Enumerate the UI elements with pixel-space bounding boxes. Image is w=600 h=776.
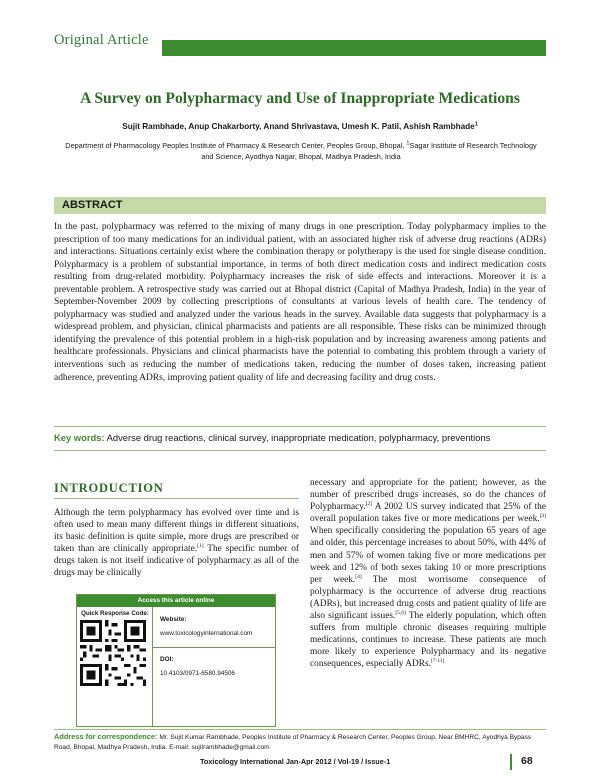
author-list bbox=[0, 122, 600, 131]
affiliation bbox=[60, 141, 542, 162]
abstract-heading-band bbox=[54, 197, 546, 214]
intro-col2-text-b: A 2002 US survey indicated that 25% of the overall population takes five or more medications per week. bbox=[310, 502, 546, 525]
introduction-column-1 bbox=[54, 507, 299, 580]
introduction-column-2 bbox=[310, 477, 546, 671]
citation-ref: [2] bbox=[365, 501, 373, 508]
correspondence bbox=[54, 732, 546, 753]
keywords-label: Key words: bbox=[54, 432, 105, 443]
citation-ref: [7-11] bbox=[430, 658, 445, 665]
abstract-heading: ABSTRACT bbox=[62, 199, 123, 211]
intro-col1-text-b: The specific number of drugs taken is not itself indicative of polypharmacy as all of the drugs may be clinically bbox=[54, 544, 299, 579]
citation-ref: [4] bbox=[355, 573, 362, 580]
affiliation-secondary: Sagar Institute of Research Technology and Science, Ayodhya Nagar, Bhopal, Madhya Pradesh, India bbox=[201, 141, 537, 161]
citation-ref: [3] bbox=[539, 513, 546, 520]
intro-col2-text-c: When specifically considering the population 65 years of age and older, this percentage increases to about 50%, with 44% of men and 57% of women taking five or more medications per week and 12% of both sexes taking 10 or more prescriptions per week. bbox=[310, 526, 546, 585]
intro-col1-text-a: Although the term polypharmacy has evolved over time and is often used to mean many different things in different situations, its basic definition is quite simple, more drugs are prescribed or taken than are clinically appropriate. bbox=[54, 508, 299, 555]
introduction-heading: INTRODUCTION bbox=[54, 481, 164, 495]
abstract-body: In the past, polypharmacy was referred to the mixing of many drugs in one prescription. Today polypharmacy implies to the prescription of too many medications for an individual patient, with an associated higher risk of adverse drug reactions (ADRs) and interactions. Situations certainly exist where the combination therapy or polytherapy is the used for single disease condition. Polypharmacy is a problem of substantial importance, in terms of both direct medication costs and indirect medication costs resulting from drug-related morbidity. Polypharmacy increases the risk of side effects and interactions. Moreover it is a preventable problem. A retrospective study was carried out at Bhopal district (Capital of Madhya Pradesh, India) in the year of September-November 2009 by collecting prescriptions of consultants at various levels of health care. The tendency of polypharmacy was studied and analyzed under the various heads in the survey. Available data suggests that polypharmacy is a widespread problem, and physician, clinical pharmacists and patients are all responsible. These risks can be minimized through identifying the prevalence of this potential problem in a high-risk population and by increasing awareness among patients and healthcare professionals. Physicians and clinical pharmacists have the potential to combating this problem through a variety of interventions such as reducing the number of medications taken, reducing the number of doses taken, increasing patient adherence, preventing ADRs, improving patient quality of life and decreasing facility and drug costs. bbox=[54, 222, 546, 383]
author-names: Sujit Rambhade, Anup Chakarborty, Anand Shrivastava, Umesh K. Patil, Ashish Rambhade bbox=[122, 122, 475, 131]
affiliation-marker: 1 bbox=[406, 140, 410, 147]
access-box-divider bbox=[152, 607, 153, 726]
doi-link[interactable]: 10.4103/0971-6580.94506 bbox=[160, 670, 235, 677]
article-title: A Survey on Polypharmacy and Use of Inappropriate Medications bbox=[80, 90, 520, 107]
access-box-hrule bbox=[153, 647, 275, 648]
intro-col2-text-a: necessary and appropriate for the patient; however, as the number of prescribed drugs increases, so do the chances of Polypharmacy. bbox=[310, 478, 546, 513]
intro-col2-text-e: The elderly population, which often suffers from multiple chronic diseases requiring multiple medications, continues to increase. These patients are much more likely to experience Polypharmacy and its negative consequences, especially ADRs. bbox=[310, 611, 546, 670]
footer-separator bbox=[510, 754, 512, 770]
doi-label: DOI: bbox=[160, 656, 174, 663]
access-box-heading: Access this article online bbox=[77, 595, 275, 607]
intro-col2-text-d: The most worrisome consequence of polypharmacy is the occurrence of adverse drug reactions (ADRs), but increased drug costs and patient quality of life are also significant issues. bbox=[310, 574, 546, 622]
keywords-list: Adverse drug reactions, clinical survey, inappropriate medication, polypharmacy, preventions bbox=[106, 432, 491, 443]
correspondence-rule bbox=[54, 729, 546, 730]
website-label: Website: bbox=[160, 616, 187, 623]
keywords-bottom-rule bbox=[54, 450, 546, 451]
website-link[interactable]: www.toxicologyinternational.com bbox=[160, 630, 253, 637]
correspondence-label: Address for correspondence: bbox=[54, 732, 158, 741]
article-type-label: Original Article bbox=[54, 32, 149, 48]
correspondence-text: Mr. Sujit Kumar Rambhade, Peoples Institute of Pharmacy & Research Center, Peoples Group, Near BMHRC, Ayodhya Bypass Road, Bhopal, Madhya Pradesh, India. E-mail: sujitrambhade@gmail.com bbox=[54, 734, 532, 751]
introduction-rule bbox=[54, 498, 299, 499]
qr-code-label: Quick Response Code: bbox=[81, 610, 149, 617]
qr-code-icon[interactable] bbox=[80, 620, 146, 686]
keywords bbox=[54, 432, 546, 443]
keywords-top-rule bbox=[54, 426, 546, 427]
affiliation-primary: Department of Pharmacology Peoples Institute of Pharmacy & Research Center, Peoples Group, Bhopal, bbox=[65, 141, 407, 150]
page-number: 68 bbox=[521, 755, 533, 767]
author-affiliation-marker: 1 bbox=[474, 121, 478, 128]
citation-ref: [5,6] bbox=[395, 609, 406, 616]
footer-journal-info: Toxicology International Jan-Apr 2012 / Vol-19 / Issue-1 bbox=[200, 757, 391, 766]
citation-ref: [1] bbox=[197, 543, 204, 550]
